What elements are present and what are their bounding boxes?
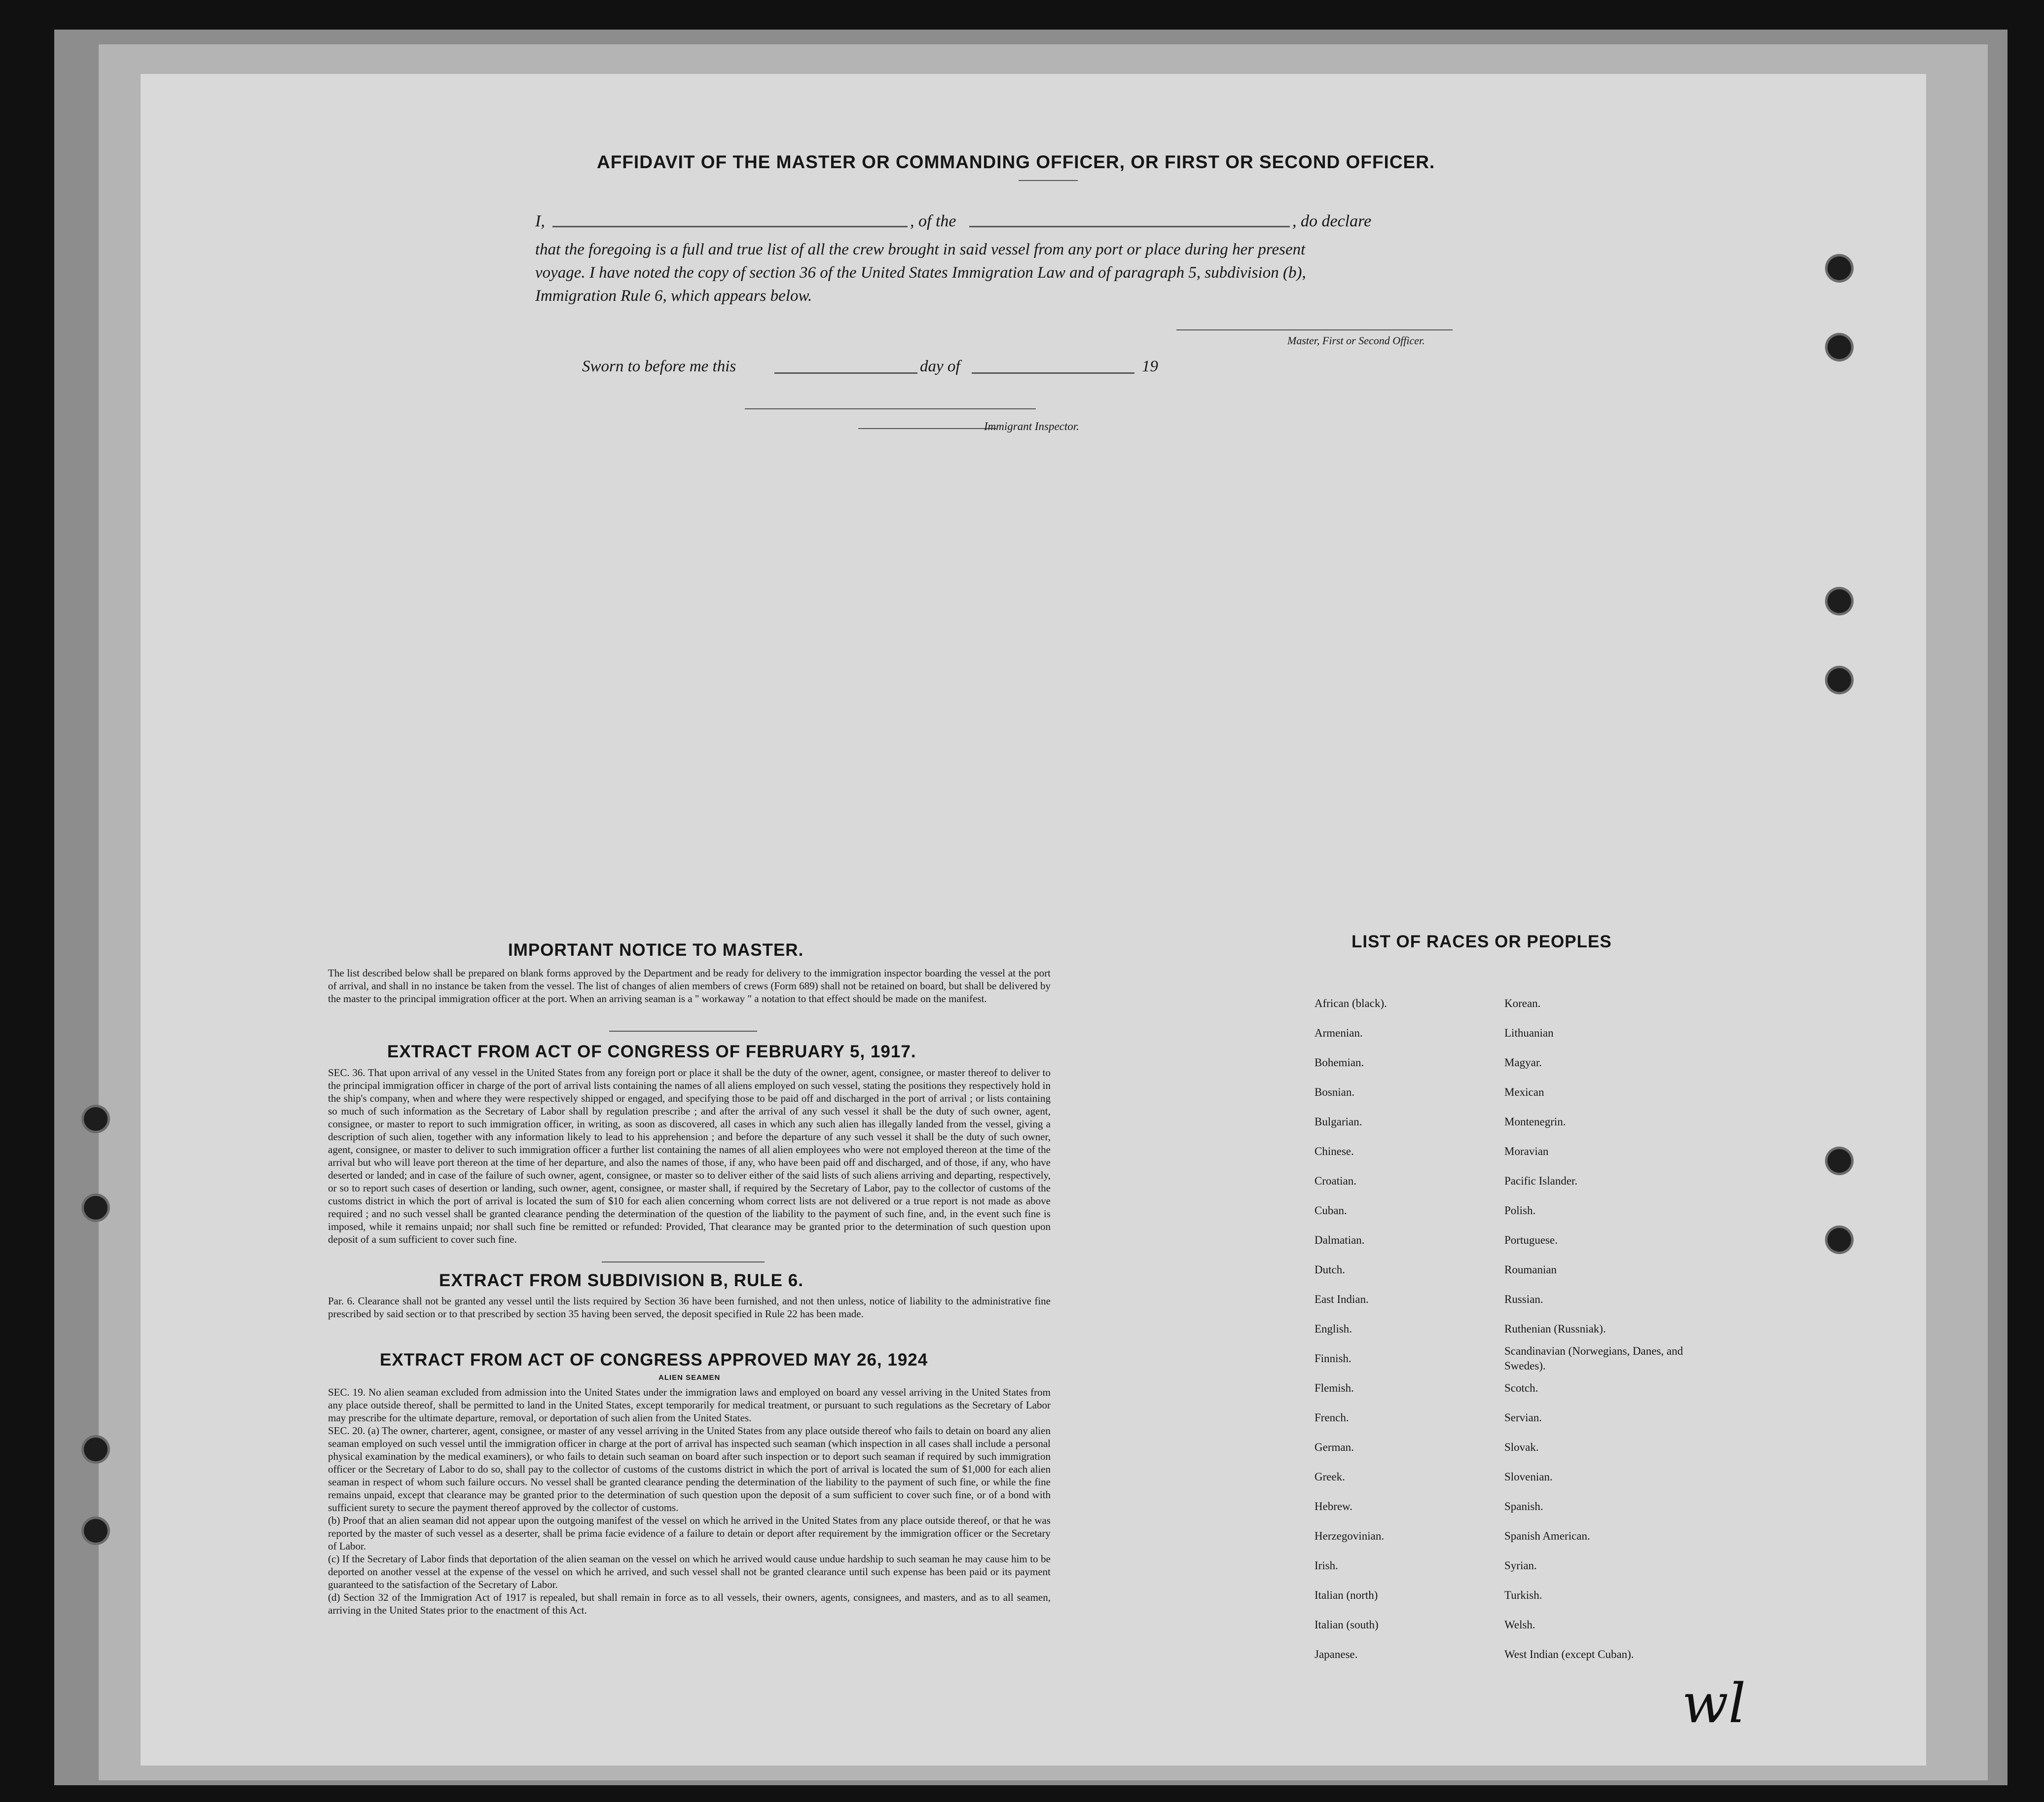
race-item: Armenian. — [1314, 1027, 1363, 1039]
race-item: Roumanian — [1504, 1263, 1557, 1276]
race-item: Italian (north) — [1314, 1589, 1378, 1601]
race-item: Montenegrin. — [1504, 1116, 1566, 1128]
race-item: West Indian (except Cuban). — [1504, 1648, 1634, 1660]
affidavit-statement-line-2: voyage. I have noted the copy of section 36 of the United States Immigration Law and of paragraph 5, subdivision (b), — [535, 264, 1306, 282]
race-item: Servian. — [1504, 1411, 1542, 1424]
race-item: Bosnian. — [1314, 1086, 1355, 1098]
sec-19-paragraph: SEC. 19. No alien seaman excluded from admission into the United States under the immigration laws and employed on board any vessel arriving in the United States from any place outside thereof, shall be permitted to land in the United States, except temporarily for medical treatment, or pursuant to such regulations as the Secretary of Labor may prescribe for the ultimate departure, removal, or deportation of such alien from the United States. — [328, 1386, 1051, 1424]
signature-caption: Master, First or Second Officer. — [1287, 334, 1425, 347]
race-item: Slovak. — [1504, 1441, 1539, 1453]
extract-1917-title: EXTRACT FROM ACT OF CONGRESS OF FEBRUARY 5, 1917. — [387, 1042, 916, 1061]
race-item: Ruthenian (Russniak). — [1504, 1323, 1606, 1335]
title-rule — [1019, 180, 1078, 181]
race-item: Italian (south) — [1314, 1619, 1379, 1631]
affidavit-statement-line-3: Immigration Rule 6, which appears below. — [535, 287, 812, 305]
race-item: Irish. — [1314, 1559, 1338, 1572]
notice-title: IMPORTANT NOTICE TO MASTER. — [508, 940, 804, 960]
sec-20b-paragraph: (b) Proof that an alien seaman did not appear upon the outgoing manifest of the vessel on which he arrived in the United States from any place outside thereof, or that he was reported by the master of such vessel as a deserter, shall be prima facie evidence of a failure to detain or deport after requirement by the immigration officer or the Secretary of Labor. — [328, 1514, 1051, 1552]
races-right-column — [1504, 989, 1702, 1669]
binder-hole-icon — [84, 1107, 108, 1131]
race-item: Herzegovinian. — [1314, 1530, 1385, 1542]
sec-20d-paragraph: (d) Section 32 of the Immigration Act of 1917 is repealed, but shall remain in force as to all vessels, their owners, agents, consignees, and masters, and as to all seamen, arriving in the United States prior to the enactment of this Act. — [328, 1591, 1051, 1616]
binder-hole-icon — [84, 1519, 108, 1543]
race-item: Japanese. — [1314, 1648, 1358, 1660]
sworn-day-blank[interactable] — [774, 372, 917, 374]
sec-20a-paragraph: SEC. 20. (a) The owner, charterer, agent, consignee, or master of any vessel arriving in the United States from any place outside thereof who fails to detain on board any alien seaman employed on such vessel until the immigration officer in charge at the port of arrival has inspected such seaman (which inspection in all cases shall include a personal physical examination by the medical examiners), or who fails to detain such seaman on board after such inspection or to deport such seaman if required by such immigration officer or the Secretary of Labor to do so, shall pay to the collector of customs of the customs district in which the port of arrival is located the sum of $1,000 for each alien seaman in respect of whom such failure occurs. No vessel shall be granted clearance pending the determination of the liability to the payment of such fine, or while the fine remains unpaid, except that clearance may be granted prior to the determination of such question upon the deposit of a sum sufficient to cover such fine, or of a bond with sufficient surety to secure the payment thereof approved by the collector of customs. — [328, 1425, 1051, 1514]
race-item: Portuguese. — [1504, 1234, 1558, 1246]
race-item: English. — [1314, 1323, 1352, 1335]
inspector-line-short — [858, 428, 996, 429]
race-item: Pacific Islander. — [1504, 1175, 1578, 1187]
extract-rule6-title: EXTRACT FROM SUBDIVISION B, RULE 6. — [439, 1271, 803, 1290]
binder-hole-icon — [84, 1438, 108, 1461]
race-item: French. — [1314, 1411, 1349, 1424]
race-item: Hebrew. — [1314, 1500, 1353, 1513]
binder-hole-icon — [1827, 668, 1851, 692]
extract-1917-text: SEC. 36. That upon arrival of any vessel in the United States from any foreign port or place it shall be the duty of the owner, agent, consignee, or master thereof to deliver to the principal immigration officer in charge of the port of arrival lists containing the names of all aliens employed on such vessel, stating the positions they respectively hold in the ship's company, when and where they were respectively shipped or engaged, and specifying those to be paid off and discharged in the port of arrival ; or lists containing so much of such information as the Secretary of Labor shall by regulation prescribe ; and after the arrival of any such vessel it shall be the duty of such owner, agent, consignee, or master to report to such immigration officer, in writing, as soon as discovered, all cases in which any such alien has illegally landed from the vessel, giving a description of such alien, together with any information likely to lead to his apprehension ; and before the departure of any such vessel it shall be the duty of such owner, agent, consignee, or master to deliver to such immigration officer a further list containing the names of all alien employees who were not employed thereon at the time of the arrival but who will leave port thereon at the time of her departure, and also the names of those, if any, who have been paid off and discharged, and of those, if any, who have deserted or landed; and in case of the failure of such owner, agent, consignee, or master so to deliver either of the said lists of such aliens arriving and departing, respectively, or so to report such cases of desertion or landing, such owner, agent, consignee, or master shall, if required by the Secretary of Labor, pay to the collector of customs of the customs district in which the port of arrival is located the sum of $10 for each alien concerning whom correct lists are not delivered or a true report is not made as above required ; and no such vessel shall be granted clearance pending the determination of the question of the liability to the payment of such fine, and, in the event such fine is imposed, while it remains unpaid; nor shall such fine be remitted or refunded: Provided, That clearance may be granted prior to the determination of such question upon deposit of a sum sufficient to cover such fine. — [328, 1067, 1051, 1245]
race-item: Scotch. — [1504, 1382, 1538, 1394]
race-item: Bohemian. — [1314, 1056, 1364, 1069]
extract-1924-body — [328, 1386, 1051, 1617]
race-item: Slovenian. — [1504, 1471, 1553, 1483]
binder-hole-icon — [1827, 1149, 1851, 1173]
races-left-column — [1314, 989, 1477, 1669]
extract-1924-title: EXTRACT FROM ACT OF CONGRESS APPROVED MAY 26, 1924 — [380, 1350, 928, 1370]
binder-hole-icon — [1827, 589, 1851, 613]
race-item: Croatian. — [1314, 1175, 1356, 1187]
race-item: Welsh. — [1504, 1619, 1535, 1631]
race-item: East Indian. — [1314, 1293, 1369, 1305]
sec-20c-paragraph: (c) If the Secretary of Labor finds that deportation of the alien seaman on the vessel on which he arrived would cause undue hardship to such seaman he may cause him to be deported on another vessel at the expense of the vessel on which he arrived, and such vessel shall not be granted clearance until such expense has been paid or its payment guaranteed to the satisfaction of the Secretary of Labor. — [328, 1553, 1051, 1590]
race-item: Greek. — [1314, 1471, 1345, 1483]
race-item: Russian. — [1504, 1293, 1543, 1305]
race-item: Polish. — [1504, 1204, 1536, 1217]
day-of-label: day of — [920, 358, 960, 375]
binder-hole-icon — [1827, 256, 1851, 280]
document-page — [141, 74, 1926, 1766]
race-item: Lithuanian — [1504, 1027, 1554, 1039]
race-item: Spanish. — [1504, 1500, 1543, 1513]
race-item: African (black). — [1314, 997, 1387, 1009]
notice-text: The list described below shall be prepared on blank forms approved by the Department and be ready for delivery to the immigration inspector boarding the vessel at the port of arrival, and shall in no instance be taken from the vessel. The list of changes of alien members of crews (Form 689) shall not be retained on board, but shall be delivered by the master to the principal immigration officer at the port. When an arriving seaman is a " workaway " a notation to that effect should be made on the manifest. — [328, 967, 1051, 1005]
race-item: Bulgarian. — [1314, 1116, 1362, 1128]
binder-hole-icon — [1827, 1228, 1851, 1252]
race-item: Korean. — [1504, 997, 1541, 1009]
extract-1924-subtitle: ALIEN SEAMEN — [658, 1373, 721, 1382]
vessel-blank[interactable] — [969, 226, 1290, 227]
affidavit-do-declare: , do declare — [1292, 212, 1372, 230]
race-item: Finnish. — [1314, 1352, 1351, 1365]
affidavit-of-the-label: , of the — [910, 212, 956, 230]
race-item: Scandinavian (Norwegians, Danes, and Swedes). — [1504, 1345, 1683, 1372]
binder-hole-icon — [1827, 335, 1851, 359]
race-item: Turkish. — [1504, 1589, 1542, 1601]
races-title: LIST OF RACES OR PEOPLES — [1351, 932, 1612, 951]
extract-1917-rule — [602, 1261, 765, 1262]
inspector-signature-line[interactable] — [745, 408, 1036, 409]
signature-line[interactable] — [1176, 329, 1453, 330]
sworn-label: Sworn to before me this — [582, 358, 736, 375]
race-item: German. — [1314, 1441, 1354, 1453]
affidavit-i-label: I, — [535, 212, 545, 230]
sworn-month-blank[interactable] — [972, 372, 1134, 374]
binder-hole-icon — [84, 1196, 108, 1220]
name-blank[interactable] — [552, 226, 908, 227]
race-item: Moravian — [1504, 1145, 1549, 1157]
notice-rule — [609, 1031, 757, 1032]
affidavit-title: AFFIDAVIT OF THE MASTER OR COMMANDING OFFICER, OR FIRST OR SECOND OFFICER. — [597, 152, 1435, 172]
race-item: Cuban. — [1314, 1204, 1347, 1217]
affidavit-statement-line-1: that the foregoing is a full and true list of all the crew brought in said vessel from any port or place during her present — [535, 241, 1306, 258]
race-item: Magyar. — [1504, 1056, 1542, 1069]
year-prefix: 19 — [1142, 358, 1158, 375]
extract-rule6-text: Par. 6. Clearance shall not be granted any vessel until the lists required by Section 36 have been furnished, and not then unless, notice of liability to the administrative fine prescribed by said section or to that prescribed by section 35 having been served, the deposit specified in Rule 22 has been made. — [328, 1295, 1051, 1320]
race-item: Flemish. — [1314, 1382, 1354, 1394]
handwritten-initials: wl — [1682, 1672, 1746, 1735]
race-item: Chinese. — [1314, 1145, 1354, 1157]
race-item: Syrian. — [1504, 1559, 1537, 1572]
inspector-caption: Immigrant Inspector. — [984, 420, 1079, 432]
race-item: Mexican — [1504, 1086, 1544, 1098]
race-item: Spanish American. — [1504, 1530, 1590, 1542]
race-item: Dalmatian. — [1314, 1234, 1365, 1246]
race-item: Dutch. — [1314, 1263, 1345, 1276]
